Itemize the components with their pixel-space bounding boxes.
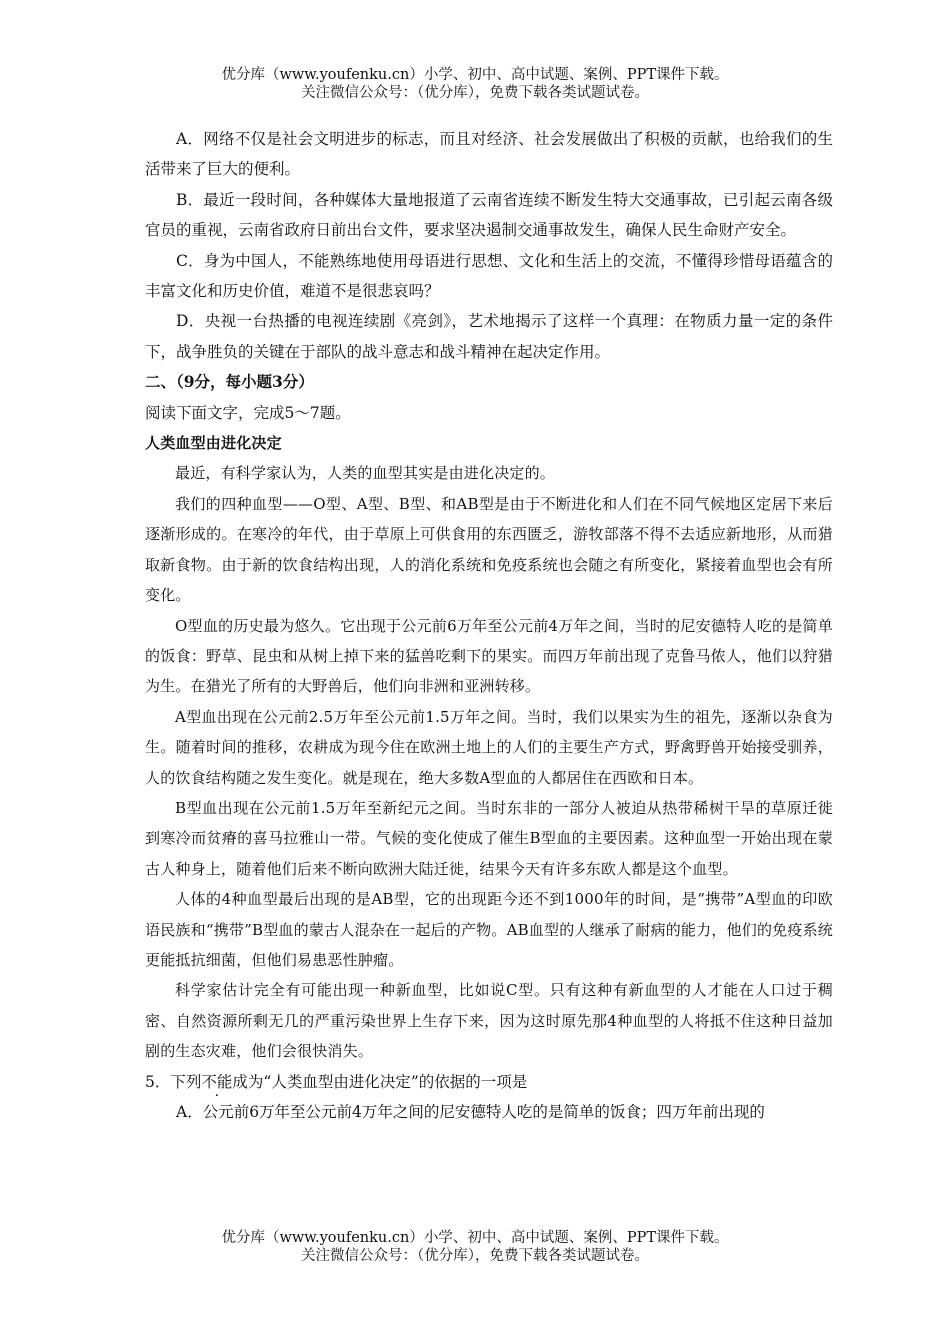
essay-paragraph: 最近，有科学家认为，人类的血型其实是由进化决定的。 — [175, 464, 556, 483]
essay-paragraph: 我们的四种血型——O型、A型、B型、和AB型是由于不断进化和人们在不同气候地区定居下来后逐渐形成的。在寒冷的年代，由于草原上可供食用的东西匮乏，游牧部落不得不去适应新地形，从而猎取新食物。由于新的饮食结构出现，人的消化系统和免疫系统也会随之有所变化，紧接着血型也会有所变化。 — [145, 494, 833, 605]
page-footer — [0, 1229, 950, 1265]
essay-paragraph: O型血的历史最为悠久。它出现于公元前6万年至公元前4万年之间，当时的尼安德特人吃的是简单的饭食：野草、昆虫和从树上掉下来的猛兽吃剩下的果实。而四万年前出现了克鲁马侬人，他们以狩猎为生。在猎光了所有的大野兽后，他们向非洲和亚洲转移。 — [145, 616, 833, 696]
section-heading: 二、（9分，每小题3分） — [145, 372, 314, 392]
question-5-option-a: A．公元前6万年至公元前4万年之间的尼安德特人吃的是简单的饭食；四万年前出现的 — [176, 1103, 765, 1121]
header-line-1: 优分库（www.youfenku.cn）小学、初中、高中试题、案例、PPT课件下载。 — [221, 67, 729, 83]
page-header — [0, 66, 950, 102]
essay-title: 人类血型由进化决定 — [145, 434, 282, 453]
option-c-prev: C．身为中国人，不能熟练地使用母语进行思想、文化和生活上的交流，不懂得珍惜母语蕴含的丰富文化和历史价值，难道不是很悲哀吗？ — [145, 251, 833, 301]
question-5-stem — [145, 1067, 833, 1097]
option-b-prev: B．最近一段时间，各种媒体大量地报道了云南省连续不断发生特大交通事故，已引起云南各级官员的重视，云南省政府日前出台文件，要求坚决遏制交通事故发生，确保人民生命财产安全。 — [145, 190, 833, 240]
footer-line-1: 优分库（www.youfenku.cn）小学、初中、高中试题、案例、PPT课件下载。 — [221, 1230, 729, 1246]
option-a-prev: A．网络不仅是社会文明进步的标志，而且对经济、社会发展做出了积极的贡献，也给我们的生活带来了巨大的便利。 — [145, 130, 833, 179]
footer-line-2: 关注微信公众号：（优分库），免费下载各类试题试卷。 — [301, 1248, 649, 1264]
option-d-prev: D．央视一台热播的电视连续剧《亮剑》，艺术地揭示了这样一个真理：在物质力量一定的条件下，战争胜负的关键在于部队的战斗意志和战斗精神在起决定作用。 — [145, 312, 833, 361]
essay-paragraph: 人体的4种血型最后出现的是AB型，它的出现距今还不到1000年的时间，是“携带”A型血的印欧语民族和“携带”B型血的蒙古人混杂在一起后的产物。AB血型的人继承了耐病的能力，他们的免疫系统更能抵抗细菌，但他们易患恶性肿瘤。 — [145, 890, 833, 969]
question-5-suffix: 成为“人类血型由进化决定”的依据的一项是 — [232, 1072, 528, 1091]
essay-paragraph: 科学家估计完全有可能出现一种新血型，比如说C型。只有这种有新血型的人才能在人口过于稠密、自然资源所剩无几的严重污染世界上生存下来，因为这时原先那4种血型的人将抵不住这种日益加剧的生态灾难，他们会很快消失。 — [145, 981, 833, 1061]
main-content — [145, 124, 833, 1127]
essay-paragraph: A型血出现在公元前2.5万年至公元前1.5万年之间。当时，我们以果实为生的祖先，逐渐以杂食为生。随着时间的推移，农耕成为现今住在欧洲土地上的人们的主要生产方式，野禽野兽开始接受驯养，人的饮食结构随之发生变化。就是现在，绝大多数A型血的人都居住在西欧和日本。 — [145, 707, 833, 787]
section-instruction: 阅读下面文字，完成5～7题。 — [145, 403, 351, 422]
header-line-2: 关注微信公众号：（优分库），免费下载各类试题试卷。 — [301, 85, 649, 101]
essay-paragraph: B型血出现在公元前1.5万年至新纪元之间。当时东非的一部分人被迫从热带稀树干旱的草原迁徙到寒冷而贫瘠的喜马拉雅山一带。气候的变化使成了催生B型血的主要因素。这种血型一开始出现在蒙古人种身上，随着他们后来不断向欧洲大陆迁徙，结果今天有许多东欧人都是这个血型。 — [145, 798, 833, 878]
question-5-prefix: 5．下列 — [145, 1072, 202, 1091]
essay — [145, 428, 833, 1067]
question-5-emphasis: 不能 — [201, 1072, 233, 1091]
